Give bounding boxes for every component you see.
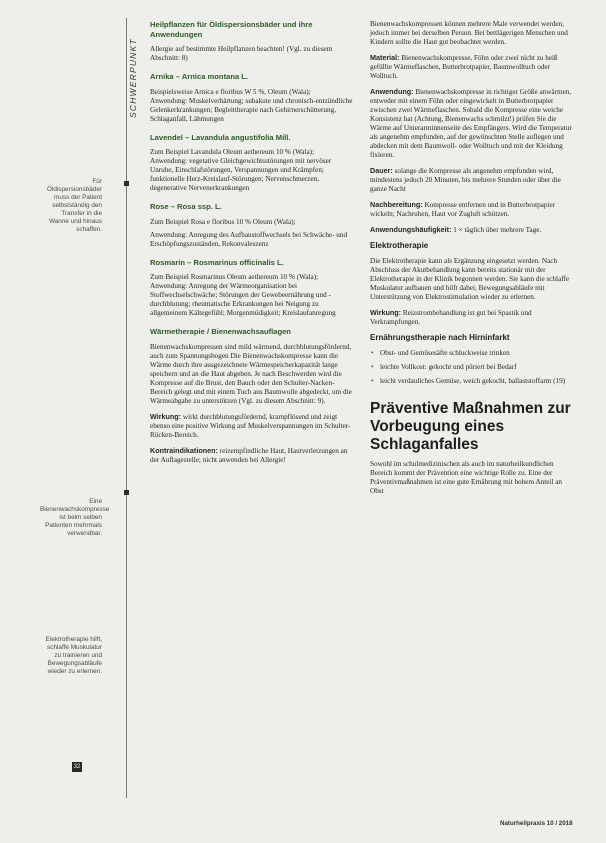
right-column [370, 20, 576, 502]
paragraph: Bienenwachskompressen können mehrere Male verwendet werden, jedoch immer bei derselben Person. Bei bettlägerigen Menschen und Kindern sollte die Haut gut beobachtet werden. [370, 20, 568, 46]
margin-note-elektrotherapie: Elektrotherapie hilft, schlaffe Muskulatur zu trainieren und Bewegungsabläufe wieder zu erlernen. [45, 636, 102, 675]
anwendung-paragraph [370, 87, 576, 160]
section-heading: Heilpflanzen für Öldispersionsbäder und ihre Anwendungen [150, 20, 313, 39]
plant-heading-lavendel: Lavendel – Lavandula angustifolia Mill. [150, 132, 291, 142]
text: Kompresse entfernen und in Butterbrotpapier wickeln; Nachruhen, Haut vor Zugluft schützen. [370, 201, 556, 218]
nutrition-list [370, 349, 576, 386]
paragraph: Bienenwachskompressen sind mild wärmend, durchblutungsfördernd, auch zum Spannungsbogen Die Bienenwachskompresse kann die Wärme durch ihre ausgezeichnete Wärmespeicherkapazität lange speichern und an die Haut abgeben. Je nach Beschwerden wird die Kompresse auf die Brust, den Bauch oder den Schulter-Nacken-Bereich gelegt und mit einem Tuch aus Baumwolle abgedeckt, um die Wärmeabgabe zu unterstützen (Vgl. zu diesem Abschnitt: 9). [150, 342, 352, 405]
text: Bienenwachskompresse, Föhn oder zwei nicht zu heiß gefüllte Wärmeflaschen, Butterbrotpapier, Baumwolltuch oder Wolltuch. [370, 54, 558, 80]
plant-example: Beispielsweise Arnica e floribus W 5 %, Oleum (Wala); [150, 87, 311, 96]
text: reizempfindliche Haut, Hautverletzungen an der Auflagestelle; nicht anwenden bei Allergie! [150, 446, 348, 464]
haeufigkeit-paragraph [370, 225, 576, 235]
paragraph: Sowohl im schulmedizinischen als auch im naturheilkundlichen Bereich kommt der Prävention eine wichtige Rolle zu. Eine der Präventivmaßnahmen ist eine gute Ernährung mit hohem Anteil an Obst [370, 460, 563, 495]
plant-use: Anwendung: Anregung der Wärmeorganisation bei Stoffwechselschwäche; Störungen der Gewebeernährung und -durchblutung; rheumatische Erkrankungen bei Neigung zu allgemeinem Kältegefühl; Morgenmüdigkeit; Kreislaufanregung [150, 282, 336, 317]
dauer-paragraph [370, 166, 576, 194]
margin-note-oeldispersion: Für Öldispersionsbäder muss der Patient selbstständig den Transfer in die Wanne und hinaus schaffen. [46, 178, 102, 233]
label: Anwendungshäufigkeit: [370, 225, 452, 234]
article-title: Präventive Maßnahmen zur Vorbeugung eines Schlaganfalles [370, 400, 571, 453]
plant-use: Anwendung: Muskelverhärtung; subakute und chronisch-entzündliche Gelenkerkrankungen; Begleittherapie nach Gehirnerschütterung, Schlaganfall, Lähmungen [150, 96, 353, 123]
text: Reizstrombehandlung ist gut bei Spastik und Verkrampfungen. [370, 309, 532, 326]
label: Wirkung: [370, 308, 402, 317]
label: Material: [370, 53, 400, 62]
bullet-marker [124, 181, 129, 186]
plant-heading-rosmarin: Rosmarin – Rosmarinus officinalis L. [150, 257, 284, 267]
wirkung-paragraph [150, 412, 356, 440]
label: Kontraindikationen: [150, 445, 218, 455]
wirkung-paragraph [370, 308, 576, 327]
section-heading-waerme: Wärmetherapie / Bienenwachsauflagen [150, 327, 291, 336]
text: Bienenwachskompresse in richtiger Größe anwärmen, entweder mit einem Föhn oder eingewickelt in Butterbrotpapier zwischen zwei Wärmeflaschen. Sobald die Kompresse eine weiche Konsistenz hat (Achtung, Bienenwachs schmilzt!) prüfen Sie die Wärme auf Unterarminnenseite des Empfängers. Wird die Temperatur als angenehm empfunden, auf der gewünschten Stelle auflegen und abdecken mit dem Baumwoll- oder Wolltuch und mit der Kleidung fixieren. [370, 88, 572, 159]
paragraph: Allergie auf bestimmte Heilpflanzen beachten! (Vgl. zu diesem Abschnitt: 8) [150, 45, 333, 62]
paragraph: Die Elektrotherapie kann als Ergänzung eingesetzt werden. Nach Abschluss der Akutbehandlung kann bereits stationär mit der Elektrotherapie in der Klinik begonnen werden. Sie kann die schlaffe Muskulatur aufbauen und hilft dabei, Bewegungsabläufe mit Unterstützung von Elektrostimulation wieder zu erlernen. [370, 257, 570, 301]
plant-heading-rose: Rose – Rosa ssp. L. [150, 202, 222, 211]
margin-note-bienenwachs: Eine Bienenwachskompresse ist beim selben Patienten mehrmals verwendbar. [40, 498, 110, 537]
plant-example: Zum Beispiel Rosa e floribus 10 % Oleum (Wala); [150, 217, 296, 226]
left-column [150, 20, 356, 474]
text: wirkt durchblutungsfördernd, krampflösend und zeigt ebenso eine positive Wirkung auf Muskelverspannungen im Schulter-Rücken-Bereich. [150, 412, 351, 439]
list-item: • leichte Vollkost: gekocht und püriert bei Bedarf [370, 363, 576, 372]
list-item: • leicht verdauliches Gemüse, weich gekocht, ballaststoffarm (19) [370, 377, 576, 386]
label: Wirkung: [150, 411, 182, 421]
page-number: 32 [73, 764, 81, 770]
label: Nachbereitung: [370, 200, 423, 209]
section-heading-ernaehrung: Ernährungstherapie nach Hirninfarkt [370, 333, 510, 342]
kontra-paragraph [150, 446, 356, 465]
plant-example: Zum Beispiel Lavandula Oleum aethereum 10 % (Wala); [150, 148, 315, 156]
list-item: • Obst- und Gemüsesäfte schluckweise trinken [370, 349, 576, 358]
section-heading-elektrotherapie: Elektrotherapie [370, 241, 429, 250]
vertical-rule [126, 18, 127, 798]
text: solange die Kompresse als angenehm empfunden wird, mindestens jedoch 20 Minuten, bis mehrere Stunden oder über die ganze Nacht [370, 167, 561, 193]
nachbereitung-paragraph [370, 200, 576, 219]
plant-use: Anwendung: Anregung des Aufbaustoffwechsels bei Schwäche- und Erschöpfungszuständen, Rekonvaleszenz [150, 230, 348, 248]
plant-example: Zum Beispiel Rosmarinus Oleum aethereum 10 % (Wala); [150, 273, 319, 281]
side-label: SCHWERPUNKT [128, 38, 138, 118]
label: Dauer: [370, 166, 393, 175]
plant-use: Anwendung: vegetative Gleichgewichtsstörungen mit nervöser Unruhe, Einschlafstörungen, Verspannungen und Krämpfen; funktionelle Herz-Kreislauf-Störungen; Nervenschmerzen, degenerative Nervenerkrankungen [150, 157, 332, 192]
plant-heading-arnika: Arnika – Arnica montana L. [150, 72, 249, 81]
text: 1 × täglich über mehrere Tage. [453, 226, 542, 234]
material-paragraph [370, 53, 576, 81]
label: Anwendung: [370, 87, 414, 96]
bullet-marker [124, 490, 129, 495]
footer-issue: Naturheilpraxis 10 / 2018 [500, 820, 573, 827]
